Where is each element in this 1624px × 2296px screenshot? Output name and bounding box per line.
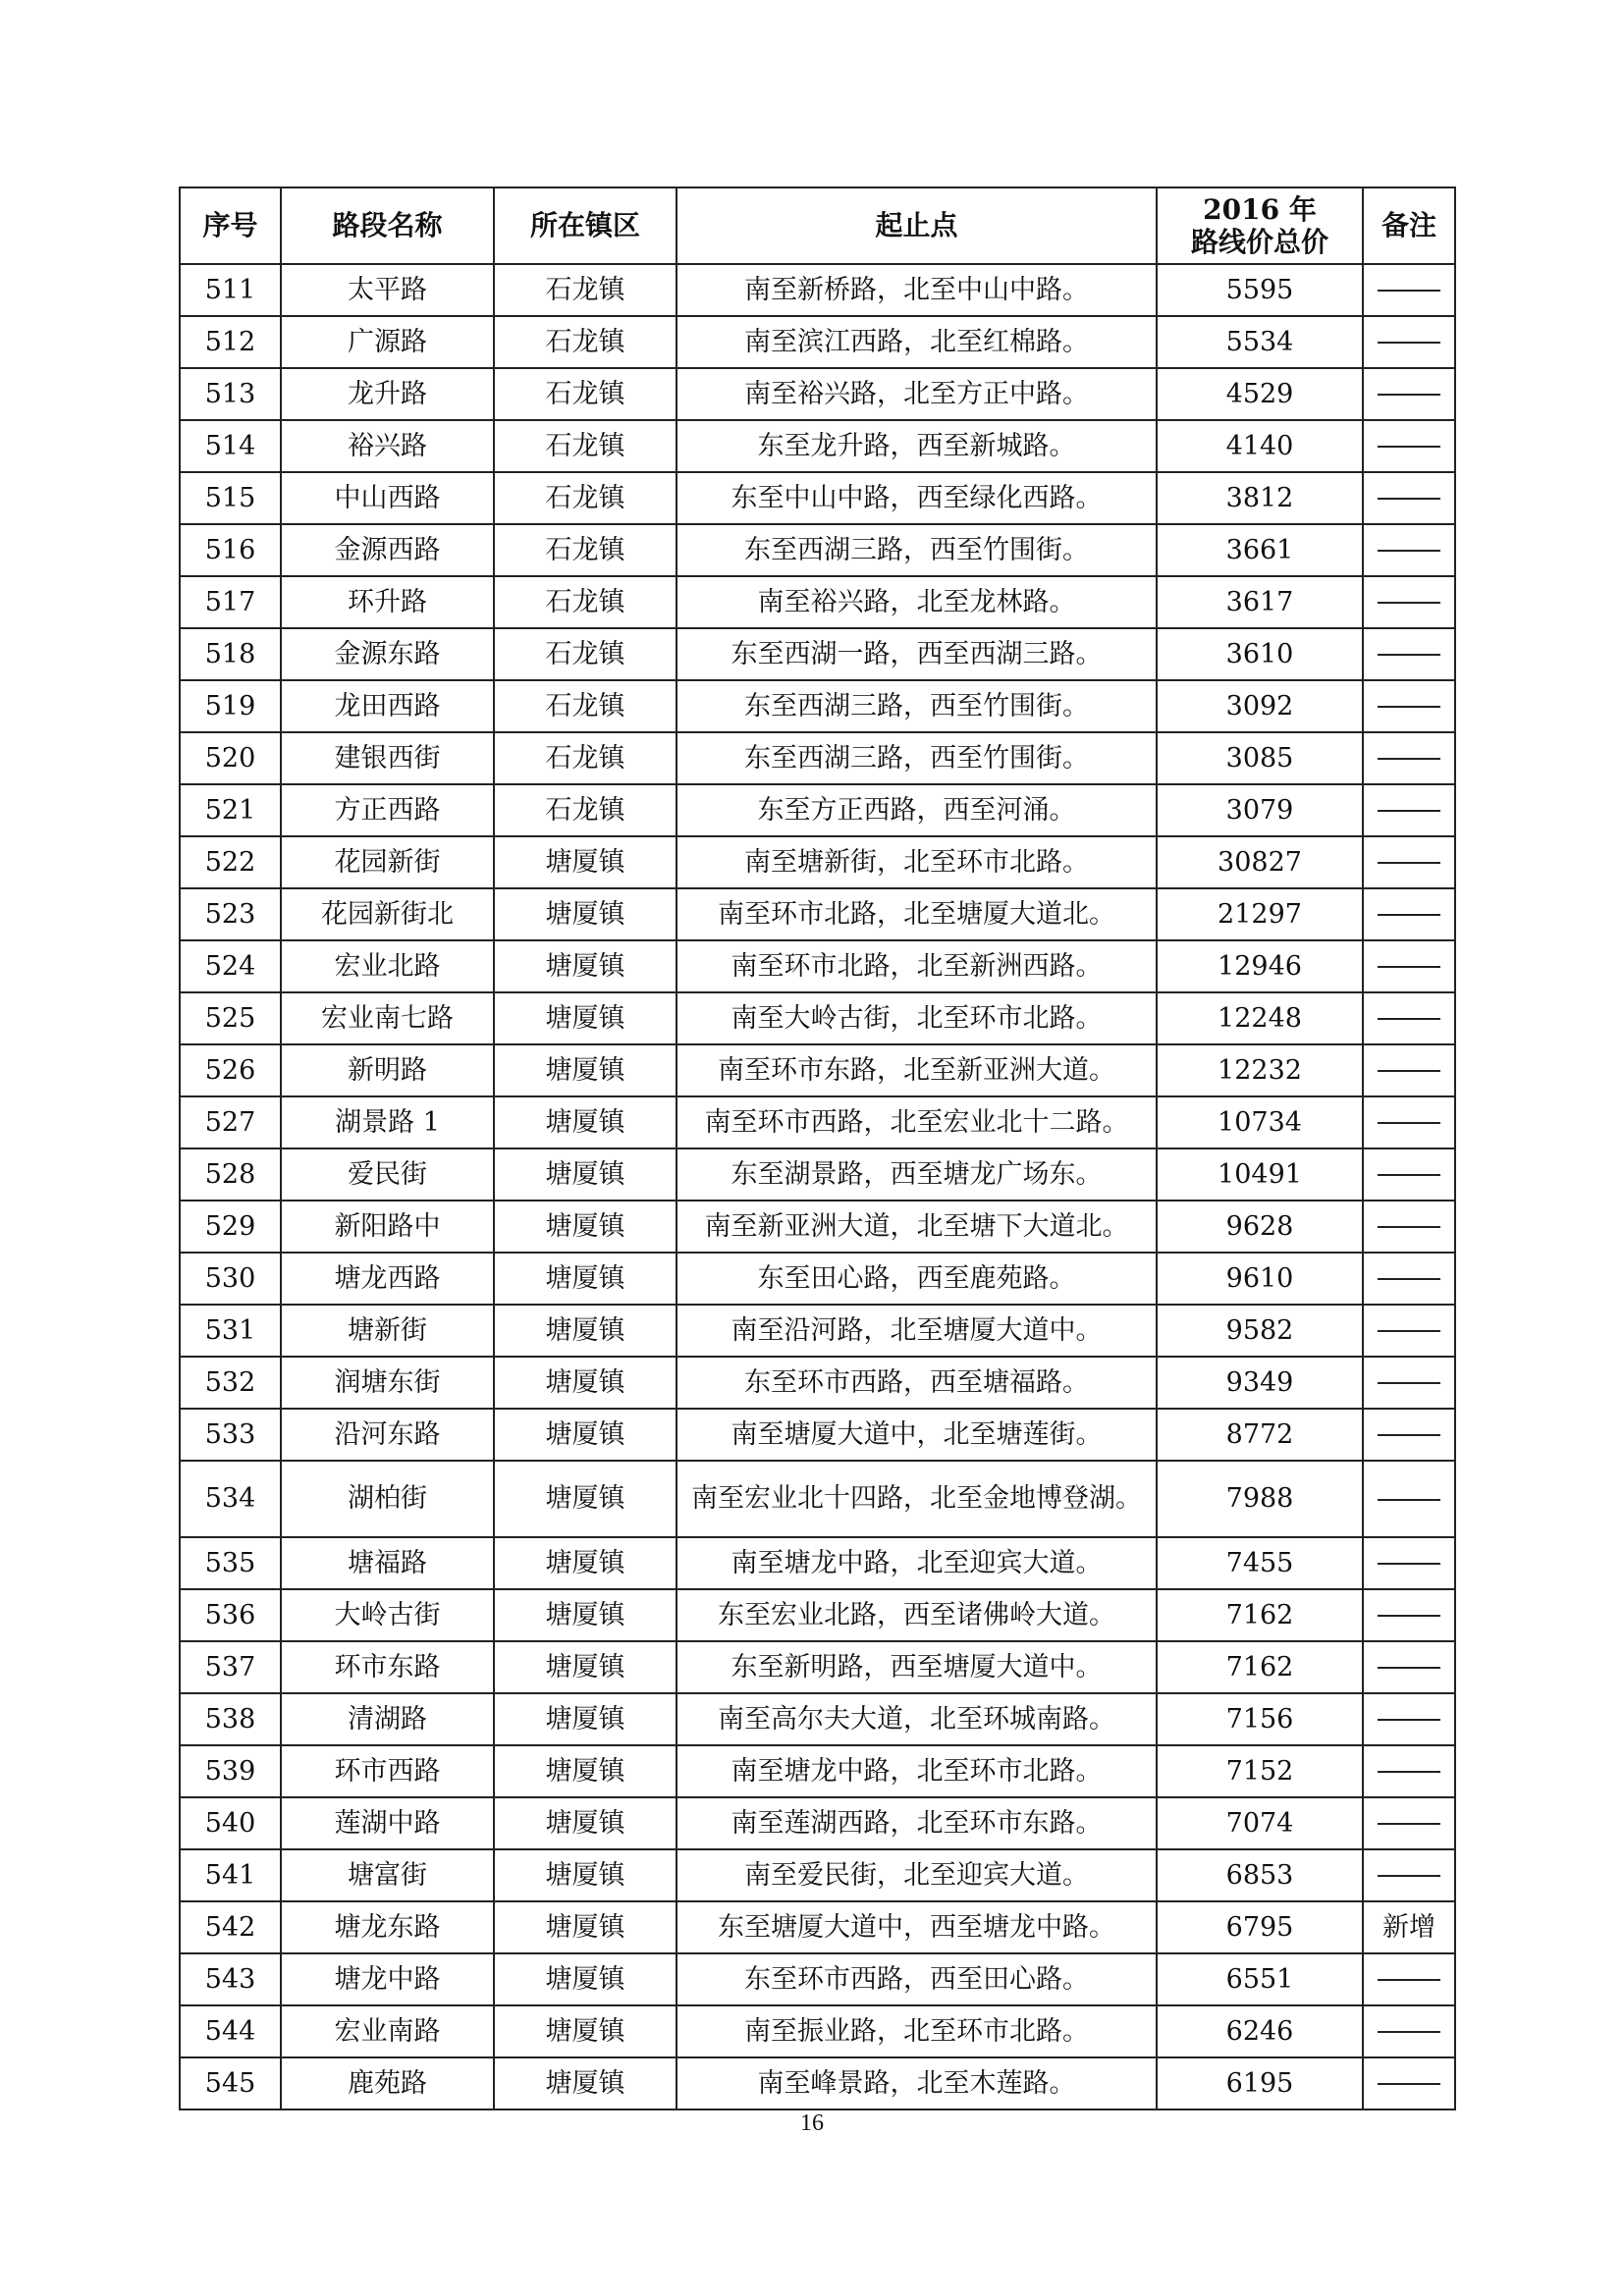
cell-remark bbox=[1363, 576, 1455, 628]
cell-seq: 518 bbox=[180, 628, 281, 680]
cell-town: 塘厦镇 bbox=[494, 1044, 677, 1096]
cell-price: 7152 bbox=[1157, 1745, 1363, 1797]
cell-remark bbox=[1363, 1693, 1455, 1745]
cell-town: 塘厦镇 bbox=[494, 1901, 677, 1953]
empty-dash bbox=[1378, 602, 1440, 604]
cell-seq: 515 bbox=[180, 472, 281, 524]
table-row bbox=[180, 316, 1455, 368]
cell-endpoints: 南至宏业北十四路，北至金地博登湖。 bbox=[677, 1461, 1157, 1537]
cell-seq: 519 bbox=[180, 680, 281, 732]
cell-endpoints: 东至环市西路，西至田心路。 bbox=[677, 1953, 1157, 2005]
table-row bbox=[180, 1953, 1455, 2005]
cell-seq: 543 bbox=[180, 1953, 281, 2005]
empty-dash bbox=[1378, 550, 1440, 552]
cell-remark bbox=[1363, 1357, 1455, 1409]
cell-price: 6195 bbox=[1157, 2057, 1363, 2109]
empty-dash bbox=[1378, 2083, 1440, 2085]
cell-road-name: 新阳路中 bbox=[281, 1201, 494, 1253]
table-row bbox=[180, 368, 1455, 420]
header-price-label: 路线价总价 bbox=[1190, 226, 1328, 258]
empty-dash bbox=[1378, 758, 1440, 760]
table-row bbox=[180, 888, 1455, 940]
cell-price: 8772 bbox=[1157, 1409, 1363, 1461]
cell-endpoints: 南至爱民街，北至迎宾大道。 bbox=[677, 1849, 1157, 1901]
cell-town: 塘厦镇 bbox=[494, 1797, 677, 1849]
empty-dash bbox=[1378, 1719, 1440, 1721]
cell-road-name: 塘富街 bbox=[281, 1849, 494, 1901]
cell-remark bbox=[1363, 1953, 1455, 2005]
empty-dash bbox=[1378, 706, 1440, 708]
cell-seq: 530 bbox=[180, 1253, 281, 1305]
cell-endpoints: 南至新桥路，北至中山中路。 bbox=[677, 264, 1157, 316]
empty-dash bbox=[1378, 1875, 1440, 1877]
cell-seq: 545 bbox=[180, 2057, 281, 2109]
cell-road-name: 爱民街 bbox=[281, 1148, 494, 1201]
cell-endpoints: 东至湖景路，西至塘龙广场东。 bbox=[677, 1148, 1157, 1201]
cell-endpoints: 南至滨江西路，北至红棉路。 bbox=[677, 316, 1157, 368]
cell-road-name: 太平路 bbox=[281, 264, 494, 316]
header-town: 所在镇区 bbox=[494, 187, 677, 264]
cell-endpoints: 南至高尔夫大道，北至环城南路。 bbox=[677, 1693, 1157, 1745]
cell-endpoints: 南至裕兴路，北至方正中路。 bbox=[677, 368, 1157, 420]
cell-road-name: 环升路 bbox=[281, 576, 494, 628]
cell-seq: 542 bbox=[180, 1901, 281, 1953]
cell-road-name: 花园新街 bbox=[281, 836, 494, 888]
cell-price: 3079 bbox=[1157, 784, 1363, 836]
cell-town: 塘厦镇 bbox=[494, 992, 677, 1044]
cell-price: 5534 bbox=[1157, 316, 1363, 368]
cell-town: 石龙镇 bbox=[494, 732, 677, 784]
table-row bbox=[180, 1044, 1455, 1096]
table-row bbox=[180, 1797, 1455, 1849]
cell-remark bbox=[1363, 680, 1455, 732]
cell-remark bbox=[1363, 784, 1455, 836]
cell-endpoints: 东至田心路，西至鹿苑路。 bbox=[677, 1253, 1157, 1305]
cell-road-name: 环市西路 bbox=[281, 1745, 494, 1797]
cell-seq: 520 bbox=[180, 732, 281, 784]
table-row bbox=[180, 940, 1455, 992]
empty-dash bbox=[1378, 1434, 1440, 1436]
table-row bbox=[180, 1148, 1455, 1201]
table-row bbox=[180, 836, 1455, 888]
header-road-name: 路段名称 bbox=[281, 187, 494, 264]
cell-remark: 新增 bbox=[1363, 1901, 1455, 1953]
cell-endpoints: 南至裕兴路，北至龙林路。 bbox=[677, 576, 1157, 628]
cell-remark bbox=[1363, 732, 1455, 784]
cell-remark bbox=[1363, 264, 1455, 316]
cell-seq: 511 bbox=[180, 264, 281, 316]
cell-seq: 537 bbox=[180, 1641, 281, 1693]
cell-endpoints: 东至西湖一路，西至西湖三路。 bbox=[677, 628, 1157, 680]
cell-price: 4140 bbox=[1157, 420, 1363, 472]
table-row bbox=[180, 1409, 1455, 1461]
cell-seq: 512 bbox=[180, 316, 281, 368]
cell-endpoints: 南至环市北路，北至塘厦大道北。 bbox=[677, 888, 1157, 940]
empty-dash bbox=[1378, 498, 1440, 500]
cell-seq: 517 bbox=[180, 576, 281, 628]
empty-dash bbox=[1378, 394, 1440, 396]
cell-town: 石龙镇 bbox=[494, 420, 677, 472]
cell-road-name: 湖景路 1 bbox=[281, 1096, 494, 1148]
cell-seq: 513 bbox=[180, 368, 281, 420]
cell-price: 10491 bbox=[1157, 1148, 1363, 1201]
cell-seq: 531 bbox=[180, 1305, 281, 1357]
cell-remark bbox=[1363, 1044, 1455, 1096]
header-endpoints: 起止点 bbox=[677, 187, 1157, 264]
cell-remark bbox=[1363, 1148, 1455, 1201]
cell-seq: 533 bbox=[180, 1409, 281, 1461]
empty-dash bbox=[1378, 1278, 1440, 1280]
empty-dash bbox=[1378, 1499, 1440, 1501]
cell-remark bbox=[1363, 1589, 1455, 1641]
cell-price: 6795 bbox=[1157, 1901, 1363, 1953]
table-row bbox=[180, 1537, 1455, 1589]
cell-seq: 514 bbox=[180, 420, 281, 472]
table-row bbox=[180, 1305, 1455, 1357]
cell-remark bbox=[1363, 1797, 1455, 1849]
cell-town: 塘厦镇 bbox=[494, 1148, 677, 1201]
cell-endpoints: 南至环市东路，北至新亚洲大道。 bbox=[677, 1044, 1157, 1096]
cell-seq: 539 bbox=[180, 1745, 281, 1797]
cell-seq: 521 bbox=[180, 784, 281, 836]
cell-town: 石龙镇 bbox=[494, 472, 677, 524]
cell-road-name: 宏业南七路 bbox=[281, 992, 494, 1044]
cell-town: 石龙镇 bbox=[494, 316, 677, 368]
cell-town: 石龙镇 bbox=[494, 524, 677, 576]
empty-dash bbox=[1378, 446, 1440, 448]
table-row bbox=[180, 1589, 1455, 1641]
cell-price: 7162 bbox=[1157, 1641, 1363, 1693]
cell-remark bbox=[1363, 1305, 1455, 1357]
empty-dash bbox=[1378, 342, 1440, 344]
cell-road-name: 环市东路 bbox=[281, 1641, 494, 1693]
table-row bbox=[180, 420, 1455, 472]
table-row bbox=[180, 680, 1455, 732]
empty-dash bbox=[1378, 2031, 1440, 2033]
cell-road-name: 新明路 bbox=[281, 1044, 494, 1096]
cell-endpoints: 南至环市北路，北至新洲西路。 bbox=[677, 940, 1157, 992]
cell-remark bbox=[1363, 1537, 1455, 1589]
empty-dash bbox=[1378, 966, 1440, 968]
cell-road-name: 金源西路 bbox=[281, 524, 494, 576]
cell-town: 塘厦镇 bbox=[494, 1849, 677, 1901]
empty-dash bbox=[1378, 1771, 1440, 1773]
table-row bbox=[180, 1253, 1455, 1305]
cell-price: 3661 bbox=[1157, 524, 1363, 576]
table-row bbox=[180, 2057, 1455, 2109]
cell-price: 7074 bbox=[1157, 1797, 1363, 1849]
cell-price: 12232 bbox=[1157, 1044, 1363, 1096]
cell-seq: 528 bbox=[180, 1148, 281, 1201]
empty-dash bbox=[1378, 1979, 1440, 1981]
cell-road-name: 塘福路 bbox=[281, 1537, 494, 1589]
cell-seq: 535 bbox=[180, 1537, 281, 1589]
cell-town: 塘厦镇 bbox=[494, 1253, 677, 1305]
cell-town: 塘厦镇 bbox=[494, 1096, 677, 1148]
cell-price: 9582 bbox=[1157, 1305, 1363, 1357]
cell-road-name: 莲湖中路 bbox=[281, 1797, 494, 1849]
cell-remark bbox=[1363, 316, 1455, 368]
cell-seq: 516 bbox=[180, 524, 281, 576]
cell-road-name: 裕兴路 bbox=[281, 420, 494, 472]
cell-road-name: 宏业南路 bbox=[281, 2005, 494, 2057]
cell-endpoints: 南至新亚洲大道，北至塘下大道北。 bbox=[677, 1201, 1157, 1253]
cell-road-name: 润塘东街 bbox=[281, 1357, 494, 1409]
empty-dash bbox=[1378, 1226, 1440, 1228]
cell-endpoints: 东至方正西路，西至河涌。 bbox=[677, 784, 1157, 836]
cell-remark bbox=[1363, 836, 1455, 888]
cell-town: 塘厦镇 bbox=[494, 1641, 677, 1693]
cell-endpoints: 东至西湖三路，西至竹围街。 bbox=[677, 680, 1157, 732]
empty-dash bbox=[1378, 1823, 1440, 1825]
cell-price: 9349 bbox=[1157, 1357, 1363, 1409]
cell-town: 塘厦镇 bbox=[494, 1357, 677, 1409]
cell-town: 塘厦镇 bbox=[494, 1693, 677, 1745]
cell-price: 6853 bbox=[1157, 1849, 1363, 1901]
cell-endpoints: 南至环市西路，北至宏业北十二路。 bbox=[677, 1096, 1157, 1148]
table-header-row bbox=[180, 187, 1455, 264]
cell-seq: 544 bbox=[180, 2005, 281, 2057]
cell-remark bbox=[1363, 1745, 1455, 1797]
cell-endpoints: 东至龙升路，西至新城路。 bbox=[677, 420, 1157, 472]
cell-seq: 525 bbox=[180, 992, 281, 1044]
cell-price: 6246 bbox=[1157, 2005, 1363, 2057]
cell-town: 塘厦镇 bbox=[494, 1461, 677, 1537]
table-row bbox=[180, 2005, 1455, 2057]
table-row bbox=[180, 524, 1455, 576]
cell-town: 塘厦镇 bbox=[494, 940, 677, 992]
cell-remark bbox=[1363, 2005, 1455, 2057]
cell-road-name: 清湖路 bbox=[281, 1693, 494, 1745]
table-row bbox=[180, 472, 1455, 524]
table-body bbox=[180, 264, 1455, 2109]
cell-endpoints: 南至塘厦大道中，北至塘莲街。 bbox=[677, 1409, 1157, 1461]
cell-town: 塘厦镇 bbox=[494, 1589, 677, 1641]
header-price-year: 2016 年 bbox=[1203, 193, 1317, 226]
cell-road-name: 龙升路 bbox=[281, 368, 494, 420]
cell-seq: 536 bbox=[180, 1589, 281, 1641]
cell-price: 5595 bbox=[1157, 264, 1363, 316]
cell-endpoints: 东至环市西路，西至塘福路。 bbox=[677, 1357, 1157, 1409]
cell-price: 7455 bbox=[1157, 1537, 1363, 1589]
cell-remark bbox=[1363, 1461, 1455, 1537]
cell-price: 12946 bbox=[1157, 940, 1363, 992]
cell-endpoints: 南至莲湖西路，北至环市东路。 bbox=[677, 1797, 1157, 1849]
cell-town: 塘厦镇 bbox=[494, 1745, 677, 1797]
cell-seq: 526 bbox=[180, 1044, 281, 1096]
cell-endpoints: 南至振业路，北至环市北路。 bbox=[677, 2005, 1157, 2057]
page-number: 16 bbox=[800, 2110, 824, 2136]
empty-dash bbox=[1378, 1122, 1440, 1124]
cell-remark bbox=[1363, 2057, 1455, 2109]
cell-road-name: 中山西路 bbox=[281, 472, 494, 524]
cell-price: 3610 bbox=[1157, 628, 1363, 680]
cell-remark bbox=[1363, 992, 1455, 1044]
empty-dash bbox=[1378, 1174, 1440, 1176]
empty-dash bbox=[1378, 1615, 1440, 1617]
empty-dash bbox=[1378, 862, 1440, 864]
empty-dash bbox=[1378, 1382, 1440, 1384]
cell-town: 石龙镇 bbox=[494, 368, 677, 420]
cell-town: 石龙镇 bbox=[494, 628, 677, 680]
cell-seq: 522 bbox=[180, 836, 281, 888]
cell-price: 10734 bbox=[1157, 1096, 1363, 1148]
road-price-table bbox=[179, 187, 1456, 2110]
empty-dash bbox=[1378, 1330, 1440, 1332]
cell-seq: 527 bbox=[180, 1096, 281, 1148]
cell-road-name: 花园新街北 bbox=[281, 888, 494, 940]
cell-town: 塘厦镇 bbox=[494, 2005, 677, 2057]
cell-price: 9628 bbox=[1157, 1201, 1363, 1253]
cell-road-name: 金源东路 bbox=[281, 628, 494, 680]
table-row bbox=[180, 1096, 1455, 1148]
cell-endpoints: 南至塘龙中路，北至环市北路。 bbox=[677, 1745, 1157, 1797]
cell-road-name: 龙田西路 bbox=[281, 680, 494, 732]
cell-town: 塘厦镇 bbox=[494, 836, 677, 888]
table-row bbox=[180, 1461, 1455, 1537]
cell-road-name: 塘龙中路 bbox=[281, 1953, 494, 2005]
cell-endpoints: 南至塘龙中路，北至迎宾大道。 bbox=[677, 1537, 1157, 1589]
cell-town: 塘厦镇 bbox=[494, 1953, 677, 2005]
cell-seq: 540 bbox=[180, 1797, 281, 1849]
cell-remark bbox=[1363, 1849, 1455, 1901]
cell-town: 石龙镇 bbox=[494, 680, 677, 732]
cell-remark bbox=[1363, 628, 1455, 680]
cell-town: 塘厦镇 bbox=[494, 1537, 677, 1589]
cell-endpoints: 南至塘新街，北至环市北路。 bbox=[677, 836, 1157, 888]
cell-price: 12248 bbox=[1157, 992, 1363, 1044]
cell-price: 9610 bbox=[1157, 1253, 1363, 1305]
cell-road-name: 沿河东路 bbox=[281, 1409, 494, 1461]
cell-seq: 538 bbox=[180, 1693, 281, 1745]
table-row bbox=[180, 1901, 1455, 1953]
empty-dash bbox=[1378, 654, 1440, 656]
cell-endpoints: 东至西湖三路，西至竹围街。 bbox=[677, 732, 1157, 784]
cell-road-name: 宏业北路 bbox=[281, 940, 494, 992]
cell-remark bbox=[1363, 1253, 1455, 1305]
cell-price: 7162 bbox=[1157, 1589, 1363, 1641]
table-row bbox=[180, 1357, 1455, 1409]
table-row bbox=[180, 1641, 1455, 1693]
empty-dash bbox=[1378, 914, 1440, 916]
table-row bbox=[180, 628, 1455, 680]
cell-road-name: 塘龙西路 bbox=[281, 1253, 494, 1305]
header-seq: 序号 bbox=[180, 187, 281, 264]
empty-dash bbox=[1378, 810, 1440, 812]
cell-road-name: 湖柏街 bbox=[281, 1461, 494, 1537]
cell-seq: 541 bbox=[180, 1849, 281, 1901]
table-row bbox=[180, 992, 1455, 1044]
empty-dash bbox=[1378, 1563, 1440, 1565]
cell-seq: 523 bbox=[180, 888, 281, 940]
cell-price: 21297 bbox=[1157, 888, 1363, 940]
cell-price: 7156 bbox=[1157, 1693, 1363, 1745]
cell-price: 30827 bbox=[1157, 836, 1363, 888]
cell-price: 3812 bbox=[1157, 472, 1363, 524]
cell-road-name: 大岭古街 bbox=[281, 1589, 494, 1641]
cell-road-name: 塘龙东路 bbox=[281, 1901, 494, 1953]
cell-remark bbox=[1363, 368, 1455, 420]
cell-endpoints: 东至新明路，西至塘厦大道中。 bbox=[677, 1641, 1157, 1693]
table-row bbox=[180, 732, 1455, 784]
cell-town: 石龙镇 bbox=[494, 264, 677, 316]
cell-endpoints: 南至沿河路，北至塘厦大道中。 bbox=[677, 1305, 1157, 1357]
cell-remark bbox=[1363, 1641, 1455, 1693]
table-row bbox=[180, 576, 1455, 628]
header-remark: 备注 bbox=[1363, 187, 1455, 264]
cell-town: 石龙镇 bbox=[494, 576, 677, 628]
cell-seq: 524 bbox=[180, 940, 281, 992]
cell-price: 4529 bbox=[1157, 368, 1363, 420]
cell-endpoints: 东至塘厦大道中，西至塘龙中路。 bbox=[677, 1901, 1157, 1953]
cell-town: 石龙镇 bbox=[494, 784, 677, 836]
cell-remark bbox=[1363, 472, 1455, 524]
cell-endpoints: 东至宏业北路，西至诸佛岭大道。 bbox=[677, 1589, 1157, 1641]
header-price bbox=[1157, 187, 1363, 264]
cell-road-name: 塘新街 bbox=[281, 1305, 494, 1357]
cell-remark bbox=[1363, 420, 1455, 472]
table-row bbox=[180, 264, 1455, 316]
cell-endpoints: 东至中山中路，西至绿化西路。 bbox=[677, 472, 1157, 524]
cell-endpoints: 南至峰景路，北至木莲路。 bbox=[677, 2057, 1157, 2109]
cell-seq: 534 bbox=[180, 1461, 281, 1537]
cell-remark bbox=[1363, 1201, 1455, 1253]
cell-road-name: 鹿苑路 bbox=[281, 2057, 494, 2109]
table-row bbox=[180, 784, 1455, 836]
cell-seq: 532 bbox=[180, 1357, 281, 1409]
table-row bbox=[180, 1849, 1455, 1901]
cell-town: 塘厦镇 bbox=[494, 2057, 677, 2109]
cell-town: 塘厦镇 bbox=[494, 1201, 677, 1253]
cell-price: 7988 bbox=[1157, 1461, 1363, 1537]
cell-remark bbox=[1363, 1096, 1455, 1148]
cell-price: 3092 bbox=[1157, 680, 1363, 732]
cell-road-name: 建银西街 bbox=[281, 732, 494, 784]
cell-endpoints: 南至大岭古街，北至环市北路。 bbox=[677, 992, 1157, 1044]
cell-road-name: 广源路 bbox=[281, 316, 494, 368]
empty-dash bbox=[1378, 290, 1440, 292]
cell-remark bbox=[1363, 940, 1455, 992]
empty-dash bbox=[1378, 1667, 1440, 1669]
cell-endpoints: 东至西湖三路，西至竹围街。 bbox=[677, 524, 1157, 576]
cell-price: 6551 bbox=[1157, 1953, 1363, 2005]
cell-remark bbox=[1363, 524, 1455, 576]
cell-seq: 529 bbox=[180, 1201, 281, 1253]
cell-town: 塘厦镇 bbox=[494, 888, 677, 940]
empty-dash bbox=[1378, 1018, 1440, 1020]
cell-road-name: 方正西路 bbox=[281, 784, 494, 836]
cell-price: 3617 bbox=[1157, 576, 1363, 628]
cell-price: 3085 bbox=[1157, 732, 1363, 784]
cell-remark bbox=[1363, 888, 1455, 940]
empty-dash bbox=[1378, 1070, 1440, 1072]
table-row bbox=[180, 1745, 1455, 1797]
cell-town: 塘厦镇 bbox=[494, 1409, 677, 1461]
table-row bbox=[180, 1201, 1455, 1253]
cell-town: 塘厦镇 bbox=[494, 1305, 677, 1357]
cell-remark bbox=[1363, 1409, 1455, 1461]
table-row bbox=[180, 1693, 1455, 1745]
